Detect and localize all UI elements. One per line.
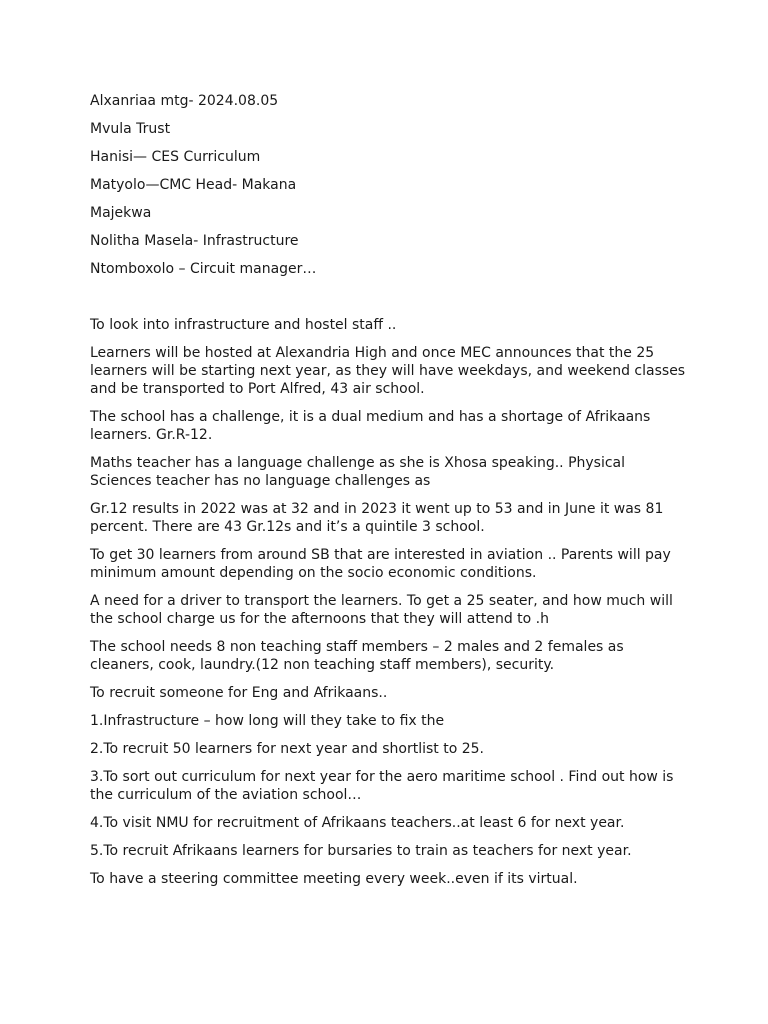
note-paragraph: A need for a driver to transport the learners. To get a 25 seater, and how much will the school charge us for the afternoons that they will attend to .h bbox=[90, 593, 673, 627]
document-body bbox=[90, 92, 690, 898]
note-paragraph: To get 30 learners from around SB that are interested in aviation .. Parents will pay minimum amount depending on the socio economic conditions. bbox=[90, 547, 671, 581]
note-paragraph: The school needs 8 non teaching staff members – 2 males and 2 females as cleaners, cook, laundry.(12 non teaching staff members), security. bbox=[90, 639, 624, 673]
blank-line bbox=[90, 288, 690, 316]
note-paragraph: To recruit someone for Eng and Afrikaans.. bbox=[90, 685, 388, 701]
meeting-title: Alxanriaa mtg- 2024.08.05 bbox=[90, 93, 279, 109]
note-paragraph: To have a steering committee meeting every week..even if its virtual. bbox=[90, 871, 578, 887]
action-item: 2.To recruit 50 learners for next year and shortlist to 25. bbox=[90, 741, 485, 757]
action-item: 4.To visit NMU for recruitment of Afrikaans teachers..at least 6 for next year. bbox=[90, 815, 625, 831]
note-paragraph: Maths teacher has a language challenge as she is Xhosa speaking.. Physical Sciences teacher has no language challenges as bbox=[90, 455, 626, 489]
note-paragraph: The school has a challenge, it is a dual medium and has a shortage of Afrikaans learners. Gr.R-12. bbox=[90, 409, 651, 443]
attendee-line: Mvula Trust bbox=[90, 121, 171, 137]
action-item: 1.Infrastructure – how long will they take to fix the bbox=[90, 713, 445, 729]
action-item: 5.To recruit Afrikaans learners for bursaries to train as teachers for next year. bbox=[90, 843, 632, 859]
attendee-line: Hanisi— CES Curriculum bbox=[90, 149, 261, 165]
note-paragraph: To look into infrastructure and hostel staff .. bbox=[90, 317, 397, 333]
attendee-line: Nolitha Masela- Infrastructure bbox=[90, 233, 299, 249]
attendee-line: Ntomboxolo – Circuit manager… bbox=[90, 261, 317, 277]
attendee-line: Majekwa bbox=[90, 205, 152, 221]
note-paragraph: Gr.12 results in 2022 was at 32 and in 2023 it went up to 53 and in June it was 81 percent. There are 43 Gr.12s and it’s a quintile 3 school. bbox=[90, 501, 664, 535]
note-paragraph: Learners will be hosted at Alexandria High and once MEC announces that the 25 learners will be starting next year, as they will have weekdays, and weekend classes and be transported to Port Alfred, 43 air school. bbox=[90, 345, 686, 397]
action-item: 3.To sort out curriculum for next year for the aero maritime school . Find out how is the curriculum of the aviation school… bbox=[90, 769, 674, 803]
attendee-line: Matyolo—CMC Head- Makana bbox=[90, 177, 297, 193]
